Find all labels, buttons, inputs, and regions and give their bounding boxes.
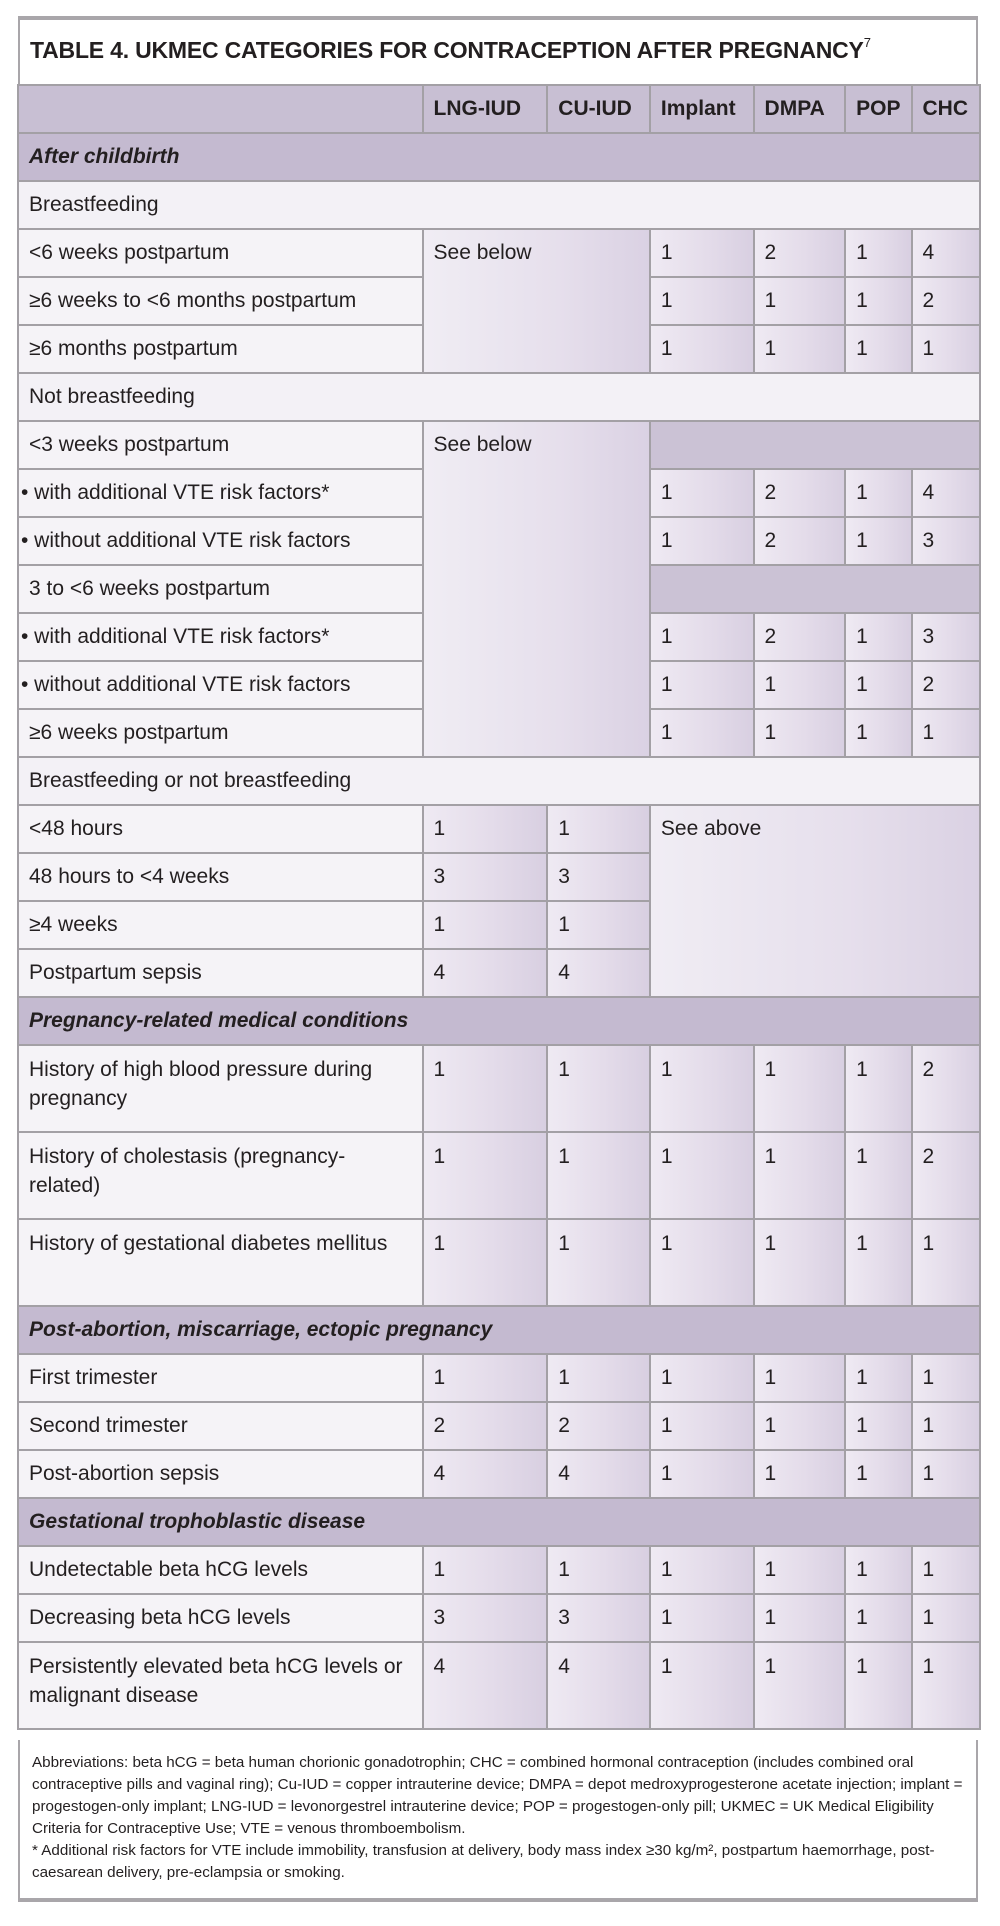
- row-label: First trimester: [18, 1354, 423, 1402]
- cell-pop: 1: [845, 1402, 911, 1450]
- cell-implant: 1: [650, 1642, 754, 1729]
- cell-implant: 1: [650, 661, 754, 709]
- cell-chc: 1: [912, 1594, 980, 1642]
- cell-cu-iud: 1: [547, 1546, 650, 1594]
- row-label: Post-abortion sepsis: [18, 1450, 423, 1498]
- cell-dmpa: 2: [754, 229, 846, 277]
- ukmec-table: [17, 84, 981, 1730]
- row-label: History of gestational diabetes mellitus: [18, 1219, 423, 1306]
- subsection-breastfeeding: Breastfeeding: [18, 181, 980, 229]
- cell-dmpa: 1: [754, 1045, 846, 1132]
- row-label: Decreasing beta hCG levels: [18, 1594, 423, 1642]
- row-label: ≥4 weeks: [18, 901, 423, 949]
- band-cell: [650, 421, 980, 469]
- row-label: <48 hours: [18, 805, 423, 853]
- table-row: [18, 1402, 980, 1450]
- cell-lng-iud: 3: [423, 853, 548, 901]
- cell-lng-iud: 4: [423, 1450, 548, 1498]
- cell-lng-iud: 1: [423, 1132, 548, 1219]
- see-above-cell: See above: [650, 805, 980, 997]
- cell-chc: 1: [912, 709, 980, 757]
- cell-pop: 1: [845, 1354, 911, 1402]
- cell-cu-iud: 3: [547, 853, 650, 901]
- table-frame: [18, 16, 978, 1902]
- cell-chc: 1: [912, 1354, 980, 1402]
- cell-implant: 1: [650, 469, 754, 517]
- row-label: • without additional VTE risk factors: [18, 517, 423, 565]
- cell-pop: 1: [845, 613, 911, 661]
- header-row: [18, 85, 980, 133]
- cell-implant: 1: [650, 277, 754, 325]
- cell-pop: 1: [845, 709, 911, 757]
- cell-lng-iud: 1: [423, 901, 548, 949]
- cell-cu-iud: 1: [547, 805, 650, 853]
- subsection-bf-or-not: Breastfeeding or not breastfeeding: [18, 757, 980, 805]
- cell-implant: 1: [650, 1546, 754, 1594]
- cell-lng-iud: 1: [423, 1219, 548, 1306]
- cell-pop: 1: [845, 661, 911, 709]
- cell-chc: 2: [912, 1132, 980, 1219]
- col-pop: POP: [845, 85, 911, 133]
- cell-pop: 1: [845, 1045, 911, 1132]
- subsection-row: [18, 181, 980, 229]
- table-row: [18, 421, 980, 469]
- table-row: [18, 1219, 980, 1306]
- cell-cu-iud: 1: [547, 1219, 650, 1306]
- cell-pop: 1: [845, 1642, 911, 1729]
- cell-lng-iud: 4: [423, 949, 548, 997]
- cell-chc: 1: [912, 1219, 980, 1306]
- row-label: History of cholestasis (pregnancy-related): [18, 1132, 423, 1219]
- cell-pop: 1: [845, 517, 911, 565]
- col-lng-iud: LNG-IUD: [423, 85, 548, 133]
- cell-dmpa: 1: [754, 1132, 846, 1219]
- cell-chc: 1: [912, 325, 980, 373]
- cell-implant: 1: [650, 517, 754, 565]
- row-label: 48 hours to <4 weeks: [18, 853, 423, 901]
- table-row: [18, 1354, 980, 1402]
- cell-cu-iud: 1: [547, 1132, 650, 1219]
- cell-dmpa: 1: [754, 1594, 846, 1642]
- table-row: [18, 1450, 980, 1498]
- cell-chc: 3: [912, 613, 980, 661]
- row-label: • with additional VTE risk factors*: [18, 469, 423, 517]
- cell-cu-iud: 1: [547, 1045, 650, 1132]
- cell-dmpa: 1: [754, 1354, 846, 1402]
- section-post-abortion: Post-abortion, miscarriage, ectopic pregnancy: [18, 1306, 980, 1354]
- cell-dmpa: 1: [754, 277, 846, 325]
- cell-chc: 4: [912, 229, 980, 277]
- cell-chc: 2: [912, 1045, 980, 1132]
- cell-implant: 1: [650, 1219, 754, 1306]
- row-label: • with additional VTE risk factors*: [18, 613, 423, 661]
- cell-lng-iud: 1: [423, 805, 548, 853]
- row-label: ≥6 months postpartum: [18, 325, 423, 373]
- cell-dmpa: 2: [754, 517, 846, 565]
- section-row: [18, 133, 980, 181]
- cell-implant: 1: [650, 709, 754, 757]
- cell-dmpa: 1: [754, 1402, 846, 1450]
- section-row: [18, 1306, 980, 1354]
- footnote-box: [18, 1740, 978, 1902]
- section-gtd: Gestational trophoblastic disease: [18, 1498, 980, 1546]
- section-row: [18, 1498, 980, 1546]
- table-row: [18, 1132, 980, 1219]
- cell-cu-iud: 4: [547, 949, 650, 997]
- cell-cu-iud: 1: [547, 901, 650, 949]
- title-reference: 7: [863, 35, 871, 51]
- cell-pop: 1: [845, 469, 911, 517]
- row-label: Second trimester: [18, 1402, 423, 1450]
- cell-cu-iud: 4: [547, 1642, 650, 1729]
- row-label: <3 weeks postpartum: [18, 421, 423, 469]
- col-chc: CHC: [912, 85, 980, 133]
- cell-dmpa: 2: [754, 613, 846, 661]
- cell-implant: 1: [650, 613, 754, 661]
- cell-lng-iud: 2: [423, 1402, 548, 1450]
- row-label: 3 to <6 weeks postpartum: [18, 565, 423, 613]
- section-row: [18, 997, 980, 1045]
- cell-cu-iud: 1: [547, 1354, 650, 1402]
- cell-lng-iud: 4: [423, 1642, 548, 1729]
- col-cu-iud: CU-IUD: [547, 85, 650, 133]
- cell-pop: 1: [845, 1594, 911, 1642]
- abbreviations-text: Abbreviations: beta hCG = beta human chorionic gonadotrophin; CHC = combined hormonal contraception (includes combined oral contraceptive pills and vaginal ring); Cu-IUD = copper intrauterine device; DMPA = depot medroxyprogesterone acetate injection; implant = progestogen-only implant; LNG-IUD = levonorgestrel intrauterine device; POP = progestogen-only pill; UKMEC = UK Medical Eligibility Criteria for Contraceptive Use; VTE = venous thromboembolism.: [32, 1754, 963, 1837]
- title-box: [18, 16, 978, 84]
- table-row: [18, 805, 980, 853]
- cell-lng-iud: 3: [423, 1594, 548, 1642]
- cell-implant: 1: [650, 1402, 754, 1450]
- cell-dmpa: 2: [754, 469, 846, 517]
- cell-chc: 4: [912, 469, 980, 517]
- cell-dmpa: 1: [754, 1642, 846, 1729]
- table-row: [18, 229, 980, 277]
- cell-dmpa: 1: [754, 1219, 846, 1306]
- section-after-childbirth: After childbirth: [18, 133, 980, 181]
- cell-chc: 1: [912, 1450, 980, 1498]
- col-implant: Implant: [650, 85, 754, 133]
- row-label: <6 weeks postpartum: [18, 229, 423, 277]
- cell-implant: 1: [650, 1450, 754, 1498]
- cell-chc: 2: [912, 277, 980, 325]
- row-label: Postpartum sepsis: [18, 949, 423, 997]
- band-cell: [650, 565, 980, 613]
- cell-lng-iud: 1: [423, 1045, 548, 1132]
- cell-dmpa: 1: [754, 1546, 846, 1594]
- row-label: Persistently elevated beta hCG levels or malignant disease: [18, 1642, 423, 1729]
- cell-dmpa: 1: [754, 1450, 846, 1498]
- see-below-cell: See below: [423, 421, 650, 757]
- table-row: [18, 1045, 980, 1132]
- cell-pop: 1: [845, 1132, 911, 1219]
- cell-implant: 1: [650, 229, 754, 277]
- row-label: ≥6 weeks to <6 months postpartum: [18, 277, 423, 325]
- vte-note-text: * Additional risk factors for VTE include immobility, transfusion at delivery, body mass index ≥30 kg/m², postpartum haemorrhage, post-caesarean delivery, pre-eclampsia or smoking.: [32, 1842, 935, 1881]
- subsection-row: [18, 757, 980, 805]
- cell-lng-iud: 1: [423, 1546, 548, 1594]
- table-row: [18, 1594, 980, 1642]
- cell-implant: 1: [650, 1354, 754, 1402]
- cell-dmpa: 1: [754, 661, 846, 709]
- cell-chc: 1: [912, 1642, 980, 1729]
- cell-lng-iud: 1: [423, 1354, 548, 1402]
- cell-pop: 1: [845, 229, 911, 277]
- cell-implant: 1: [650, 325, 754, 373]
- see-below-cell: See below: [423, 229, 650, 373]
- cell-cu-iud: 2: [547, 1402, 650, 1450]
- table-row: [18, 1546, 980, 1594]
- row-label: • without additional VTE risk factors: [18, 661, 423, 709]
- cell-pop: 1: [845, 1450, 911, 1498]
- cell-pop: 1: [845, 277, 911, 325]
- cell-implant: 1: [650, 1132, 754, 1219]
- cell-pop: 1: [845, 325, 911, 373]
- row-label: History of high blood pressure during pregnancy: [18, 1045, 423, 1132]
- header-blank: [18, 85, 423, 133]
- cell-implant: 1: [650, 1045, 754, 1132]
- subsection-row: [18, 373, 980, 421]
- cell-dmpa: 1: [754, 709, 846, 757]
- section-pregnancy-related: Pregnancy-related medical conditions: [18, 997, 980, 1045]
- cell-chc: 2: [912, 661, 980, 709]
- row-label: Undetectable beta hCG levels: [18, 1546, 423, 1594]
- cell-pop: 1: [845, 1219, 911, 1306]
- table-title: TABLE 4. UKMEC CATEGORIES FOR CONTRACEPTION AFTER PREGNANCY$^7$: [30, 35, 871, 63]
- cell-cu-iud: 4: [547, 1450, 650, 1498]
- cell-pop: 1: [845, 1546, 911, 1594]
- cell-chc: 1: [912, 1402, 980, 1450]
- cell-dmpa: 1: [754, 325, 846, 373]
- col-dmpa: DMPA: [754, 85, 846, 133]
- cell-chc: 1: [912, 1546, 980, 1594]
- cell-implant: 1: [650, 1594, 754, 1642]
- table-row: [18, 1642, 980, 1729]
- cell-cu-iud: 3: [547, 1594, 650, 1642]
- row-label: ≥6 weeks postpartum: [18, 709, 423, 757]
- subsection-not-breastfeeding: Not breastfeeding: [18, 373, 980, 421]
- cell-chc: 3: [912, 517, 980, 565]
